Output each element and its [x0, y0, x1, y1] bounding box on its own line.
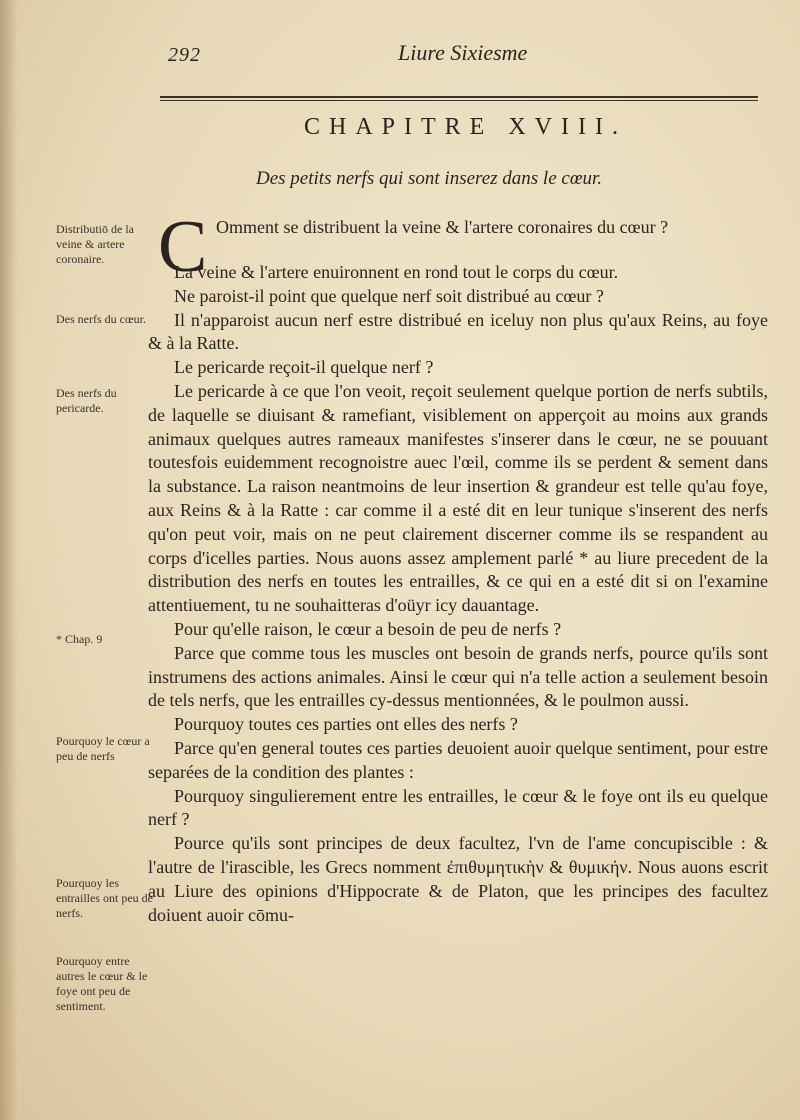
drop-cap: C [158, 206, 208, 288]
margin-note-pericardium: Des nerfs du pericarde. [56, 386, 117, 415]
paragraph: Ne paroist-il point que quelque nerf soit distribué au cœur ? [174, 285, 604, 306]
margin-note-heart-nerves: Des nerfs du cœur. [56, 312, 146, 326]
paragraph: Le pericarde à ce que l'on veoit, reçoit seulement quelque portion de nerfs subtils, de laquelle se diuisant & ramefiant, visiblement on apperçoit au moins aux grands animaux quelques autres rameaux manifestes s'inserer dans le cœur, ne se pouuant toutesfois euidemment recognoistre auec l'œil, comme ils se perdent & sement dans la substance. La raison neantmoins de leur insertion & grandeur est telle qu'au foye, aux Reins & à la Ratte : car comme il a esté dit en leur tunique s'inserent des nerfs qu'on peut voir, mais on ne peut clairement discerner comme ils se respandent au corps d'icelles parties. Nous auons assez amplement parlé * au liure precedent de la distribution des nerfs en toutes les entrailles, & ce qui en a esté dit si on l'examine attentiuement, tu ne souhaitteras d'oüyr icy dauantage. [148, 380, 768, 616]
margin-note-entrails: Pourquoy les entrailles ont peu de nerfs. [56, 876, 153, 920]
first-line: Omment se distribuent la veine & l'artere coronaires du cœur ? [216, 217, 669, 237]
running-title: Liure Sixiesme [398, 40, 528, 65]
margin-note-coronary: Distributiō de la veine & artere coronaire. [56, 222, 134, 266]
paragraph: Pour qu'elle raison, le cœur a besoin de peu de nerfs ? [174, 618, 562, 639]
chapter-heading: CHAPITRE XVIII. [304, 114, 627, 140]
margin-note-few-nerves: Pourquoy le cœur a peu de nerfs [56, 734, 150, 763]
body-text [148, 261, 768, 927]
paragraph: Pourquoy singulierement entre les entrailles, le cœur & le foye ont ils eu quelque nerf ? [148, 785, 768, 830]
header-rule-thin [160, 100, 758, 101]
paragraph: Le pericarde reçoit-il quelque nerf ? [174, 357, 434, 378]
paragraph: La veine & l'artere enuironnent en rond tout le corps du cœur. [174, 262, 619, 282]
paragraph: Pource qu'ils sont principes de deux facultez, l'vn de l'ame concupiscible : & l'autre de l'irascible, les Grecs nomment ἐπιθυμητικὴν & θυμικήν. Nous auons escrit au Liure des opinions d'Hippocrate & de Platon, que les principes des facultez doiuent auoir cōmu- [148, 833, 768, 925]
page-number: 292 [168, 44, 201, 66]
paragraph: Il n'apparoist aucun nerf estre distribué en iceluy non plus qu'aux Reins, au foye & à la Ratte. [148, 309, 768, 354]
margin-note-heart-liver: Pourquoy entre autres le cœur & le foye ont peu de sentiment. [56, 954, 148, 1013]
chapter-subtitle: Des petits nerfs qui sont inserez dans le cœur. [256, 168, 603, 189]
paragraph: Parce qu'en general toutes ces parties deuoient auoir quelque sentiment, pour estre separées de la condition des plantes : [148, 737, 768, 782]
paragraph: Parce que comme tous les muscles ont besoin de grands nerfs, pource qu'ils sont instrumens des actions animales. Ainsi le cœur qui n'a telle action a seulement besoin de tels nerfs, que les entrailles cy-dessus mentionnées, & le poulmon aussi. [148, 642, 768, 711]
paragraph: Pourquoy toutes ces parties ont elles des nerfs ? [174, 714, 518, 735]
margin-note-chapter-ref: * Chap. 9 [56, 632, 103, 646]
header-rule [160, 96, 758, 98]
